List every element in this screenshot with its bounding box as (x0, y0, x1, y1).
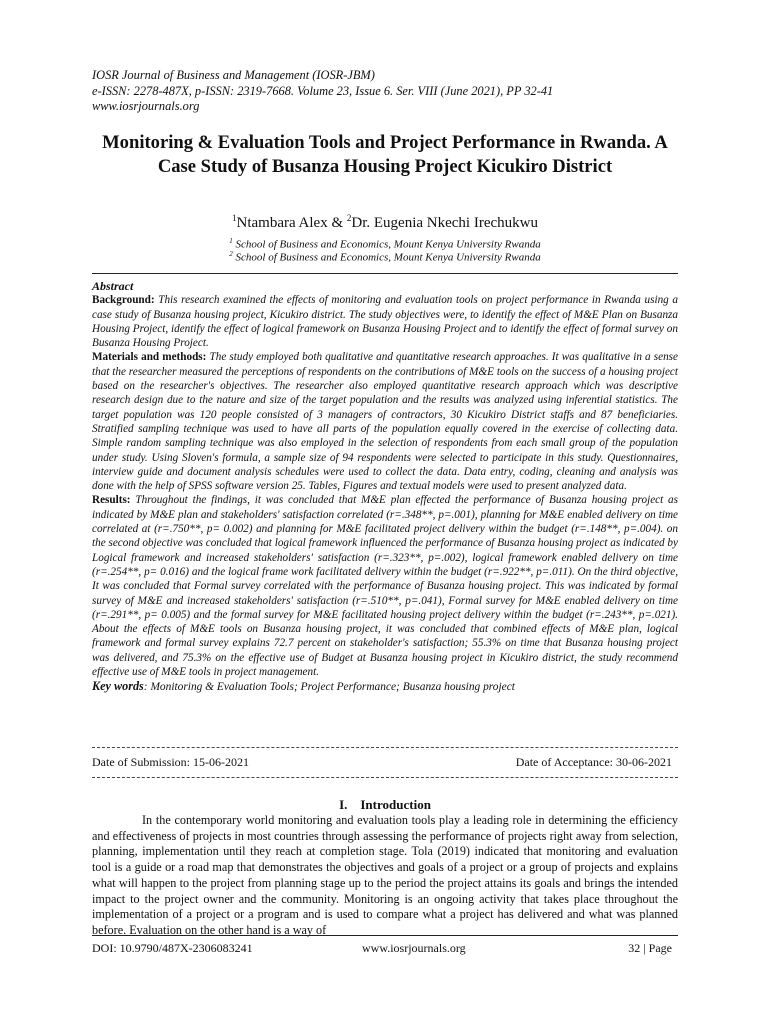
keywords-text: : Monitoring & Evaluation Tools; Project Performance; Busanza housing project (143, 681, 515, 694)
results-text: Throughout the findings, it was concluded that M&E plan effected the performance of Busanza housing project as indicated by M&E plan and stakeholders' satisfaction correlated (r=.348**, p=.001), planning for M&E enabled delivery on time correlated at (r=.750**, p= 0.002) and planning for M&E facilitated project delivery within the budget (r=.148**, p=.004). on the second objective was concluded that logical framework influenced the performance of Busanza housing project as indicated by Logical framework and increased stakeholders' satisfaction (r=.323**, p=.002), logical framework enabled delivery on time (r=.254**, p= 0.016) and the logical frame work facilitated delivery within the budget (r=.922**, p=.011). On the third objective, It was concluded that Formal survey correlated with the performance of Busanza housing project. This was indicated by formal survey of M&E and increased stakeholders' satisfaction (r=.510**, p=.041), Formal survey for M&E enabled delivery on time (r=.291**, p= 0.005) and the formal survey for M&E facilitated housing project delivery within the budget (r=.243**, p=.021). About the effects of M&E tools on Busanza housing project, it was concluded that combined effects of M&E plan, logical framework and formal survey explains 72.7 percent on stakeholder's satisfaction; 55.3% on time that Busanza housing project was delivered, and 75.3% on the effective use of Budget at Busanza housing project in Kicukiro district, the study recommend effective use of M&E tools in project management. (92, 494, 678, 679)
author2-sup: 2 (346, 213, 352, 223)
journal-issn: e-ISSN: 2278-487X, p-ISSN: 2319-7668. Volume 23, Issue 6. Ser. VIII (June 2021), PP 32-41 (92, 83, 554, 98)
author2: Dr. Eugenia Nkechi Irechukwu (351, 215, 538, 231)
doi-link[interactable]: DOI: 10.9790/487X-2306083241 (92, 941, 253, 955)
abstract-heading: Abstract (92, 279, 134, 293)
author-line (92, 209, 678, 232)
affiliation-2 (92, 248, 678, 265)
affiliation-1-text: School of Business and Economics, Mount Kenya University Rwanda (232, 238, 541, 251)
abstract-background (92, 293, 678, 350)
affiliation-2-sup: 2 (229, 250, 233, 258)
abstract-methods (92, 350, 678, 493)
abstract-results (92, 493, 678, 679)
abstract (92, 279, 678, 695)
keywords-label: Key words (92, 679, 144, 694)
dashed-divider-bottom (92, 777, 678, 778)
introduction-heading: I. Introduction (339, 797, 431, 812)
dashed-divider-top (92, 747, 678, 748)
author1: Ntambara Alex & (236, 215, 347, 231)
results-label: Results: (92, 494, 131, 507)
affiliation-2-text: School of Business and Economics, Mount Kenya University Rwanda (232, 251, 541, 264)
footer-website-link[interactable]: www.iosrjournals.org (362, 941, 466, 955)
journal-website: www.iosrjournals.org (92, 99, 200, 113)
acceptance-date: Date of Acceptance: 30-06-2021 (515, 755, 672, 769)
abstract-top-rule (92, 273, 678, 274)
paper-title: Monitoring & Evaluation Tools and Project Performance in Rwanda. A Case Study of Busanza Housing Project Kicukiro District (102, 132, 668, 177)
author1-sup: 1 (232, 213, 237, 223)
keywords (92, 679, 678, 694)
journal-name: IOSR Journal of Business and Management (IOSR-JBM) (92, 68, 375, 82)
introduction-text: In the contemporary world monitoring and evaluation tools play a leading role in determining the efficiency and effectiveness of projects in most countries through assessing the performance of projects right away from selection, planning, implementation until they reach at completion stage. Tola (2019) indicated that monitoring and evaluation tool is a guide or a road map that demonstrates the objectives and goals of a project or a group of projects and explains what will happen to the project from planning stage up to the period the project attains its goals and brings the intended impact to the project owner and the community. Monitoring is an ongoing activity that takes place throughout the implementation of a project or a program and is used to compare what a project has delivered and what was planned before. Evaluation on the other hand is a way of (92, 813, 678, 937)
footer-rule (92, 935, 678, 936)
journal-header (92, 68, 692, 115)
background-label: Background: (92, 294, 155, 307)
methods-text: The study employed both qualitative and quantitative research approaches. It was qualitative in a sense that the researcher measured the perceptions of respondents on the contributions of M&E tools on the success of a housing project based on the researcher's objectives. The researcher also employed quantitative research approach which was descriptive research design due to the nature and size of the target population and the results was analyzed using inferential statistics. The target population was 120 people consisted of 3 managers of contractors, 30 Kicukiro District staffs and 87 beneficiaries. Stratified sampling technique was used to have all parts of the population equally covered in the exercise of collecting data. Simple random sampling technique was also employed in the selection of respondents from each small group of the population under study. Using Sloven's formula, a sample size of 94 respondents were selected to participate in this study. Questionnaires, interview guide and document analysis schedules were used to collect the data. Data entry, coding, cleaning and analysis was done with the help of SPSS software version 25. Tables, Figures and textual models were used to present analyzed data. (92, 351, 678, 493)
submission-date: Date of Submission: 15-06-2021 (92, 755, 249, 769)
affiliation-1-sup: 1 (229, 237, 233, 245)
methods-label: Materials and methods: (92, 351, 207, 364)
background-text: This research examined the effects of monitoring and evaluation tools on project performance in Rwanda using a case study of Busanza housing project, Kicukiro district. The study objectives were, to identify the effect of M&E Plan on Busanza Housing Project, identify the effect of logical framework on Busanza Housing Project and to identify the effect of formal survey on Busanza Housing Project. (92, 294, 678, 350)
page-number: 32 | Page (628, 941, 672, 955)
